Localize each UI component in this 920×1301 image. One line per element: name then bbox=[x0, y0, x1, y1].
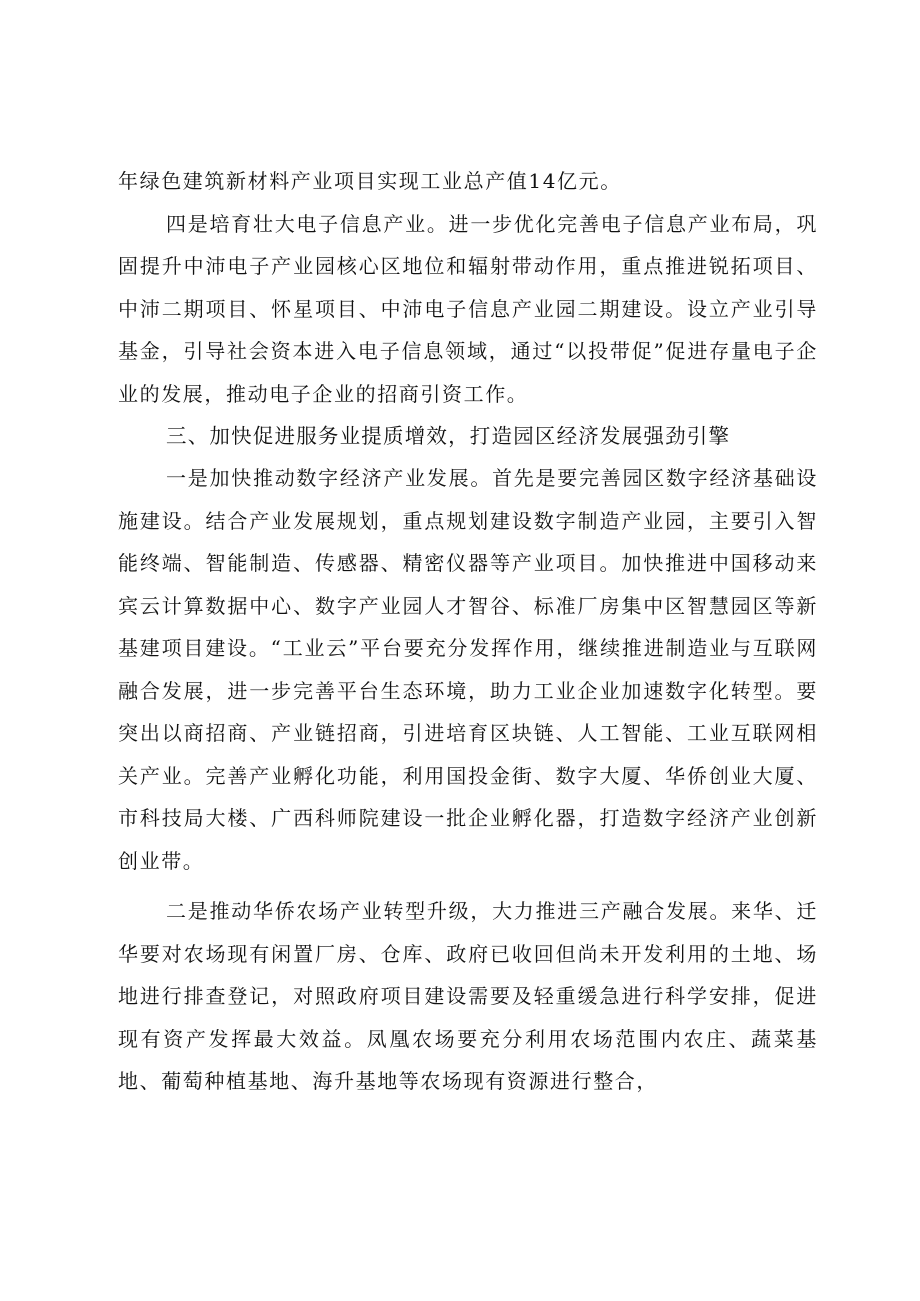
paragraph-digital-economy: 一是加快推动数字经济产业发展。首先是要完善园区数字经济基础设施建设。结合产业发展规划，重点规划建设数字制造产业园，主要引入智能终端、智能制造、传感器、精密仪器等产业项目。加快推进中国移动来宾云计算数据中心、数字产业园人才智谷、标准厂房集中区智慧园区等新基建项目建设。“工业云”平台要充分发挥作用，继续推进制造业与互联网融合发展，进一步完善平台生态环境，助力工业企业加速数字化转型。要突出以商招商、产业链招商，引进培育区块链、人工智能、工业互联网相关产业。完善产业孵化功能，利用国投金街、数字大厦、华侨创业大厦、市科技局大楼、广西科师院建设一批企业孵化器，打造数字经济产业创新创业带。 bbox=[118, 466, 818, 873]
paragraph-overseas-chinese-farm: 二是推动华侨农场产业转型升级，大力推进三产融合发展。来华、迁华要对农场现有闲置厂房、仓库、政府已收回但尚未开发利用的土地、场地进行排查登记，对照政府项目建设需要及轻重缓急进行科学安排，促进现有资产发挥最大效益。凤凰农场要充分利用农场范围内农庄、蔬菜基地、葡萄种植基地、海升基地等农场现有资源进行整合， bbox=[118, 899, 818, 1093]
paragraph-electronics-industry: 四是培育壮大电子信息产业。进一步优化完善电子信息产业布局，巩固提升中沛电子产业园核心区地位和辐射带动作用，重点推进锐拓项目、中沛二期项目、怀星项目、中沛电子信息产业园二期建设。设立产业引导基金，引导社会资本进入电子信息领域，通过“以投带促”促进存量电子企业的发展，推动电子企业的招商引资工作。 bbox=[118, 211, 818, 406]
section-heading-three: 三、加快促进服务业提质增效，打造园区经济发展强劲引擎 bbox=[166, 424, 731, 448]
document-body bbox=[118, 160, 818, 1103]
paragraph-continued: 年绿色建筑新材料产业项目实现工业总产值14亿元。 bbox=[118, 169, 622, 193]
paragraph-spacer bbox=[118, 882, 818, 890]
